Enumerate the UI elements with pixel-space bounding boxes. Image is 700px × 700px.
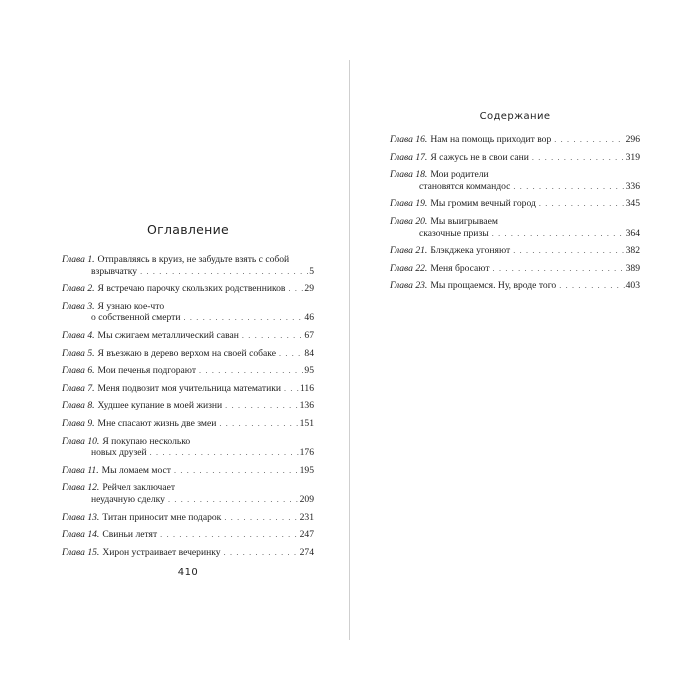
- chapter-label: Глава 20.: [390, 215, 428, 227]
- chapter-title: Мы сжигаем металлический саван: [97, 329, 239, 341]
- toc-entry: [62, 365, 314, 377]
- toc-entry: [62, 400, 314, 412]
- toc-entry: [62, 301, 314, 324]
- chapter-label: Глава 17.: [390, 151, 428, 163]
- page-number: 84: [304, 347, 314, 359]
- page-number: 296: [625, 134, 640, 145]
- chapter-title: Нам на помощь приходит вор: [430, 134, 552, 145]
- toc-entry-line: [62, 436, 314, 448]
- chapter-label: Глава 18.: [390, 169, 428, 181]
- page-number-folio: 410: [177, 567, 199, 578]
- toc-entry-line: [62, 494, 314, 506]
- chapter-label: Глава 7.: [62, 382, 95, 394]
- dot-leader: [288, 283, 303, 295]
- chapter-title: Мы прощаемся. Ну, вроде того: [430, 280, 557, 292]
- dot-leader: [559, 280, 624, 292]
- page-number: 176: [299, 447, 314, 459]
- dot-leader: [225, 400, 298, 412]
- chapter-label: Глава 16.: [390, 134, 428, 145]
- toc-entry-line: [390, 216, 640, 228]
- dot-leader: [168, 494, 299, 506]
- toc-entry: [390, 280, 640, 292]
- page-number: 389: [625, 262, 640, 274]
- chapter-label: Глава 19.: [390, 198, 428, 210]
- chapter-title: Блэкджека угоняют: [430, 245, 511, 257]
- toc-entry-line: [62, 400, 314, 412]
- dot-leader: [493, 263, 625, 275]
- chapter-title: становятся коммандос: [419, 180, 511, 192]
- toc-entry-line: [62, 482, 314, 494]
- toc-entry-line: [390, 169, 640, 181]
- page-number: 5: [309, 265, 314, 277]
- chapter-title: Худшее купание в моей жизни: [97, 400, 223, 412]
- toc-entry-line: [62, 547, 314, 559]
- dot-leader: [224, 512, 298, 524]
- toc-entry: [62, 330, 314, 342]
- toc-entry-line: [390, 181, 640, 193]
- chapter-label: Глава 23.: [390, 280, 428, 292]
- toc-entry-line: [62, 301, 314, 313]
- chapter-label: Глава 4.: [62, 329, 95, 341]
- toc-entry: [390, 152, 640, 164]
- chapter-label: Глава 3.: [62, 300, 95, 312]
- page-number: 195: [299, 464, 314, 476]
- toc-entry-line: [62, 383, 314, 395]
- left-page-heading: Оглавление: [146, 222, 230, 237]
- chapter-label: Глава 13.: [62, 511, 100, 523]
- chapter-title: Хирон устраивает вечеринку: [102, 546, 221, 558]
- toc-entry-line: [390, 228, 640, 240]
- toc-entry: [390, 263, 640, 275]
- page-number: 382: [625, 245, 640, 257]
- page-number: 67: [304, 329, 314, 341]
- toc-entry: [62, 512, 314, 524]
- dot-leader: [219, 418, 298, 430]
- toc-entry: [390, 169, 640, 192]
- chapter-title: Я въезжаю в дерево верхом на своей собаке: [97, 347, 276, 359]
- chapter-title: взрывчатку: [91, 265, 138, 277]
- toc-entry: [62, 482, 314, 505]
- toc-entry-line: [390, 280, 640, 292]
- chapter-label: Глава 14.: [62, 529, 100, 541]
- dot-leader: [160, 529, 298, 541]
- toc-entry: [62, 436, 314, 459]
- toc-entry-line: [62, 266, 314, 278]
- right-page: [390, 111, 640, 298]
- toc-entry-line: [62, 283, 314, 295]
- toc-entry: [390, 198, 640, 210]
- page-number: 336: [625, 180, 640, 192]
- dot-leader: [532, 152, 625, 164]
- chapter-title: Мы ломаем мост: [101, 464, 171, 476]
- chapter-label: Глава 12.: [62, 482, 100, 494]
- chapter-title: о собственной смерти: [91, 312, 181, 324]
- dot-leader: [242, 330, 304, 342]
- chapter-label: Глава 6.: [62, 365, 95, 377]
- toc-entry: [62, 529, 314, 541]
- right-toc-list: [390, 134, 640, 292]
- dot-leader: [184, 312, 304, 324]
- toc-entry: [62, 254, 314, 277]
- dot-leader: [174, 465, 299, 477]
- dot-leader: [513, 245, 624, 257]
- chapter-label: Глава 5.: [62, 347, 95, 359]
- page-gutter-divider: [349, 60, 350, 640]
- chapter-title: Я узнаю кое-что: [97, 300, 165, 312]
- toc-entry: [390, 134, 640, 146]
- page-number: 209: [299, 493, 314, 505]
- page-number: 95: [304, 365, 314, 377]
- page-number: 116: [299, 382, 314, 394]
- chapter-title: Мне спасают жизнь две змеи: [97, 417, 217, 429]
- page-number: 319: [625, 151, 640, 163]
- chapter-title: Мои печенья подгорают: [97, 365, 197, 377]
- dot-leader: [284, 383, 299, 395]
- toc-entry: [62, 348, 314, 360]
- toc-entry-line: [390, 198, 640, 210]
- toc-entry: [62, 383, 314, 395]
- dot-leader: [224, 547, 299, 559]
- toc-entry: [62, 283, 314, 295]
- toc-entry-line: [62, 529, 314, 541]
- dot-leader: [279, 348, 303, 360]
- page-number: 231: [299, 511, 314, 523]
- page-number: 29: [304, 283, 314, 295]
- chapter-title: новых друзей: [91, 447, 147, 459]
- page-number: 274: [299, 546, 314, 558]
- chapter-title: Рейчел заключает: [102, 482, 176, 494]
- toc-entry-line: [390, 263, 640, 275]
- page-number: 151: [299, 417, 314, 429]
- toc-entry: [62, 418, 314, 430]
- left-toc-list: [62, 254, 314, 558]
- left-page: [62, 222, 314, 564]
- chapter-title: Я покупаю несколько: [102, 435, 191, 447]
- chapter-label: Глава 15.: [62, 546, 100, 558]
- page-number: 247: [299, 529, 314, 541]
- page-number: 46: [304, 312, 314, 324]
- chapter-title: Я встречаю парочку скользких родственников: [97, 283, 286, 295]
- chapter-label: Глава 11.: [62, 464, 99, 476]
- chapter-label: Глава 21.: [390, 245, 428, 257]
- chapter-label: Глава 9.: [62, 417, 95, 429]
- chapter-title: Мы выигрываем: [430, 215, 498, 227]
- chapter-title: Титан приносит мне подарок: [102, 511, 222, 523]
- chapter-title: Меня бросают: [430, 262, 490, 274]
- toc-entry-line: [390, 245, 640, 257]
- chapter-title: Свиньи летят: [102, 529, 158, 541]
- chapter-title: Я сажусь не в свои сани: [430, 151, 529, 163]
- dot-leader: [140, 266, 308, 278]
- dot-leader: [554, 134, 624, 146]
- toc-entry-line: [62, 365, 314, 377]
- toc-entry-line: [62, 512, 314, 524]
- chapter-title: Меня подвозит моя учительница математики: [97, 382, 281, 394]
- page-number: 364: [625, 227, 640, 239]
- right-page-heading: Содержание: [479, 111, 551, 122]
- toc-entry-line: [62, 418, 314, 430]
- dot-leader: [539, 198, 625, 210]
- chapter-label: Глава 2.: [62, 283, 95, 295]
- toc-entry-line: [390, 134, 640, 146]
- dot-leader: [492, 228, 625, 240]
- chapter-title: Мои родители: [430, 169, 489, 181]
- chapter-label: Глава 8.: [62, 400, 95, 412]
- toc-entry: [62, 465, 314, 477]
- toc-entry: [390, 245, 640, 257]
- chapter-title: Мы громим вечный город: [430, 198, 536, 210]
- toc-entry: [390, 216, 640, 239]
- dot-leader: [150, 447, 299, 459]
- chapter-title: Отправляясь в круиз, не забудьте взять с собой: [97, 254, 290, 265]
- toc-entry-line: [390, 152, 640, 164]
- toc-entry-line: [62, 330, 314, 342]
- chapter-label: Глава 22.: [390, 262, 428, 274]
- chapter-label: Глава 1.: [62, 254, 95, 265]
- toc-entry: [62, 547, 314, 559]
- page-number: 403: [625, 280, 640, 292]
- dot-leader: [199, 365, 303, 377]
- page-number: 345: [625, 198, 640, 210]
- chapter-label: Глава 10.: [62, 435, 100, 447]
- page-number: 136: [299, 400, 314, 412]
- toc-entry-line: [62, 312, 314, 324]
- chapter-title: сказочные призы: [419, 227, 489, 239]
- toc-entry-line: [62, 465, 314, 477]
- toc-entry-line: [62, 254, 314, 266]
- toc-entry-line: [62, 348, 314, 360]
- toc-entry-line: [62, 447, 314, 459]
- chapter-title: неудачную сделку: [91, 493, 165, 505]
- dot-leader: [513, 181, 624, 193]
